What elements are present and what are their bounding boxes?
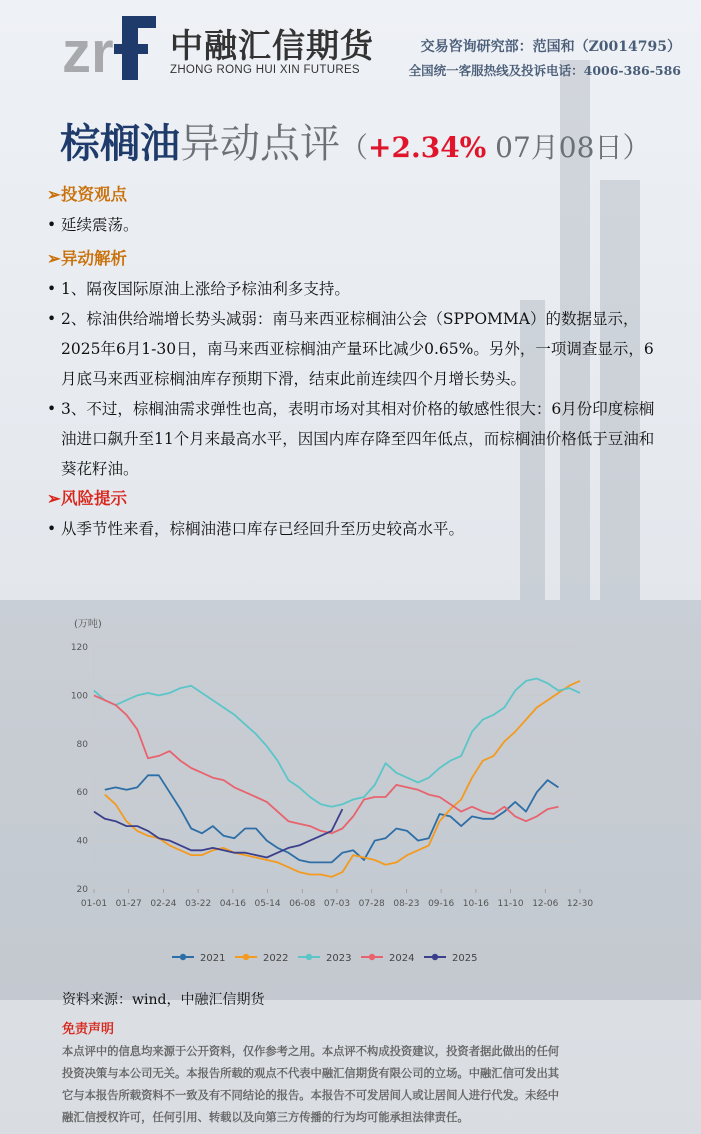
chevron-right-icon: ➢ <box>47 249 61 268</box>
y-tick-label: 60 <box>76 788 88 799</box>
x-tick-label: 07-03 <box>323 899 351 909</box>
legend-swatch-dot <box>306 954 312 960</box>
y-tick-label: 80 <box>76 739 88 750</box>
research-contact: 交易咨询研究部：范国和（Z0014795） <box>420 39 681 55</box>
data-source: 资料来源：wind，中融汇信期货 <box>62 992 265 1008</box>
title-main: 棕榈油 <box>60 120 180 167</box>
legend-label: 2024 <box>389 953 415 964</box>
section-heading-risk: ➢风险提示 <box>47 484 667 514</box>
header <box>0 0 701 95</box>
x-tick-label: 04-16 <box>219 899 246 909</box>
x-tick-label: 01-01 <box>80 899 108 909</box>
chevron-right-icon: ➢ <box>47 489 61 508</box>
series-line-2021 <box>105 775 559 862</box>
list-item: • 延续震荡。 <box>47 210 667 240</box>
disclaimer-body <box>62 1040 662 1128</box>
section-heading-view: ➢投资观点 <box>47 180 667 210</box>
page-title <box>60 112 650 169</box>
disclaimer-line: 投资决策与本公司无关。本报告所载的观点不代表中融汇信期货有限公司的立场。中融汇信可发出其 <box>62 1066 560 1080</box>
bullet-icon: • <box>47 400 57 418</box>
x-tick-label: 09-16 <box>428 899 455 909</box>
disclaimer-line: 融汇信授权许可，任何引用、转载以及向第三方传播的行为均可能承担法律责任。 <box>62 1110 469 1124</box>
list-item: • 2、棕油供给端增长势头减弱：南马来西亚棕榈油公会（SPPOMMA）的数据显示，2025年6月1-30日，南马来西亚棕榈油产量环比减少0.65%。另外，一项调查显示，6月底马来西亚棕榈油库存预期下滑，结束此前连续四个月增长势头。 <box>47 304 667 394</box>
bullet-icon: • <box>47 216 57 234</box>
x-tick-label: 03-22 <box>185 899 212 909</box>
chevron-right-icon: ➢ <box>47 185 61 204</box>
legend-swatch-dot <box>369 954 375 960</box>
legend-label: 2021 <box>200 953 226 964</box>
list-item: • 从季节性来看，棕榈油港口库存已经回升至历史较高水平。 <box>47 514 667 544</box>
x-tick-label: 07-28 <box>358 899 385 909</box>
series-line-2022 <box>105 681 580 877</box>
company-logo-mark <box>62 14 162 80</box>
title-paren-close: ） <box>622 131 651 164</box>
disclaimer-line: 本点评中的信息均来源于公开资料，仅作参考之用。本点评不构成投资建议，投资者据此做出的任何 <box>62 1044 560 1058</box>
x-tick-label: 05-14 <box>254 899 281 909</box>
legend-swatch-dot <box>432 954 438 960</box>
report-content <box>47 180 667 544</box>
x-tick-label: 06-08 <box>289 899 316 909</box>
y-tick-label: 100 <box>70 691 88 702</box>
title-date: 07月08日 <box>486 131 623 164</box>
x-tick-label: 10-16 <box>462 899 489 909</box>
x-tick-label: 12-06 <box>532 899 559 909</box>
title-sub: 异动点评 <box>180 121 340 167</box>
section-heading-analysis: ➢异动解析 <box>47 244 667 274</box>
bullet-icon: • <box>47 280 57 298</box>
y-tick-label: 40 <box>76 836 88 847</box>
list-item: • 3、不过，棕榈油需求弹性也高，表明市场对其相对价格的敏感性很大：6月份印度棕榈油进口飙升至11个月来最高水平，因国内库存降至四年低点，而棕榈油价格低于豆油和葵花籽油。 <box>47 394 667 484</box>
y-tick-label: 120 <box>70 643 88 653</box>
legend-label: 2022 <box>263 953 289 964</box>
company-name-cn: 中融汇信期货 <box>170 26 374 65</box>
list-item: • 1、隔夜国际原油上涨给予棕油利多支持。 <box>47 274 667 304</box>
inventory-chart <box>60 605 620 985</box>
x-tick-label: 01-27 <box>115 899 142 909</box>
svg-text:zr: zr <box>62 20 114 80</box>
legend-swatch-dot <box>243 954 249 960</box>
inventory-line-chart <box>60 605 620 985</box>
x-tick-label: 11-10 <box>497 899 524 909</box>
x-tick-label: 08-23 <box>393 899 420 909</box>
series-line-2025 <box>94 809 342 857</box>
legend-label: 2023 <box>326 953 352 964</box>
x-tick-label: 02-24 <box>150 899 177 909</box>
disclaimer-title: 免责声明 <box>62 1022 115 1037</box>
bullet-icon: • <box>47 520 57 538</box>
y-unit-label: (万吨) <box>74 619 102 630</box>
disclaimer-line: 它与本报告所载资料不一致及有不同结论的报告。本报告不可发居间人或让居间人进行代发。未经中 <box>62 1088 560 1102</box>
legend-swatch-dot <box>180 954 186 960</box>
company-name-en: ZHONG RONG HUI XIN FUTURES <box>170 64 360 76</box>
hotline-contact: 全国统一客服热线及投诉电话：4006-386-586 <box>408 63 681 78</box>
legend-label: 2025 <box>452 953 478 964</box>
title-paren-open: （ <box>340 131 369 164</box>
x-tick-label: 12-30 <box>566 899 594 909</box>
bullet-icon: • <box>47 310 57 328</box>
price-change: +2.34% <box>368 131 487 164</box>
y-tick-label: 20 <box>76 885 88 895</box>
